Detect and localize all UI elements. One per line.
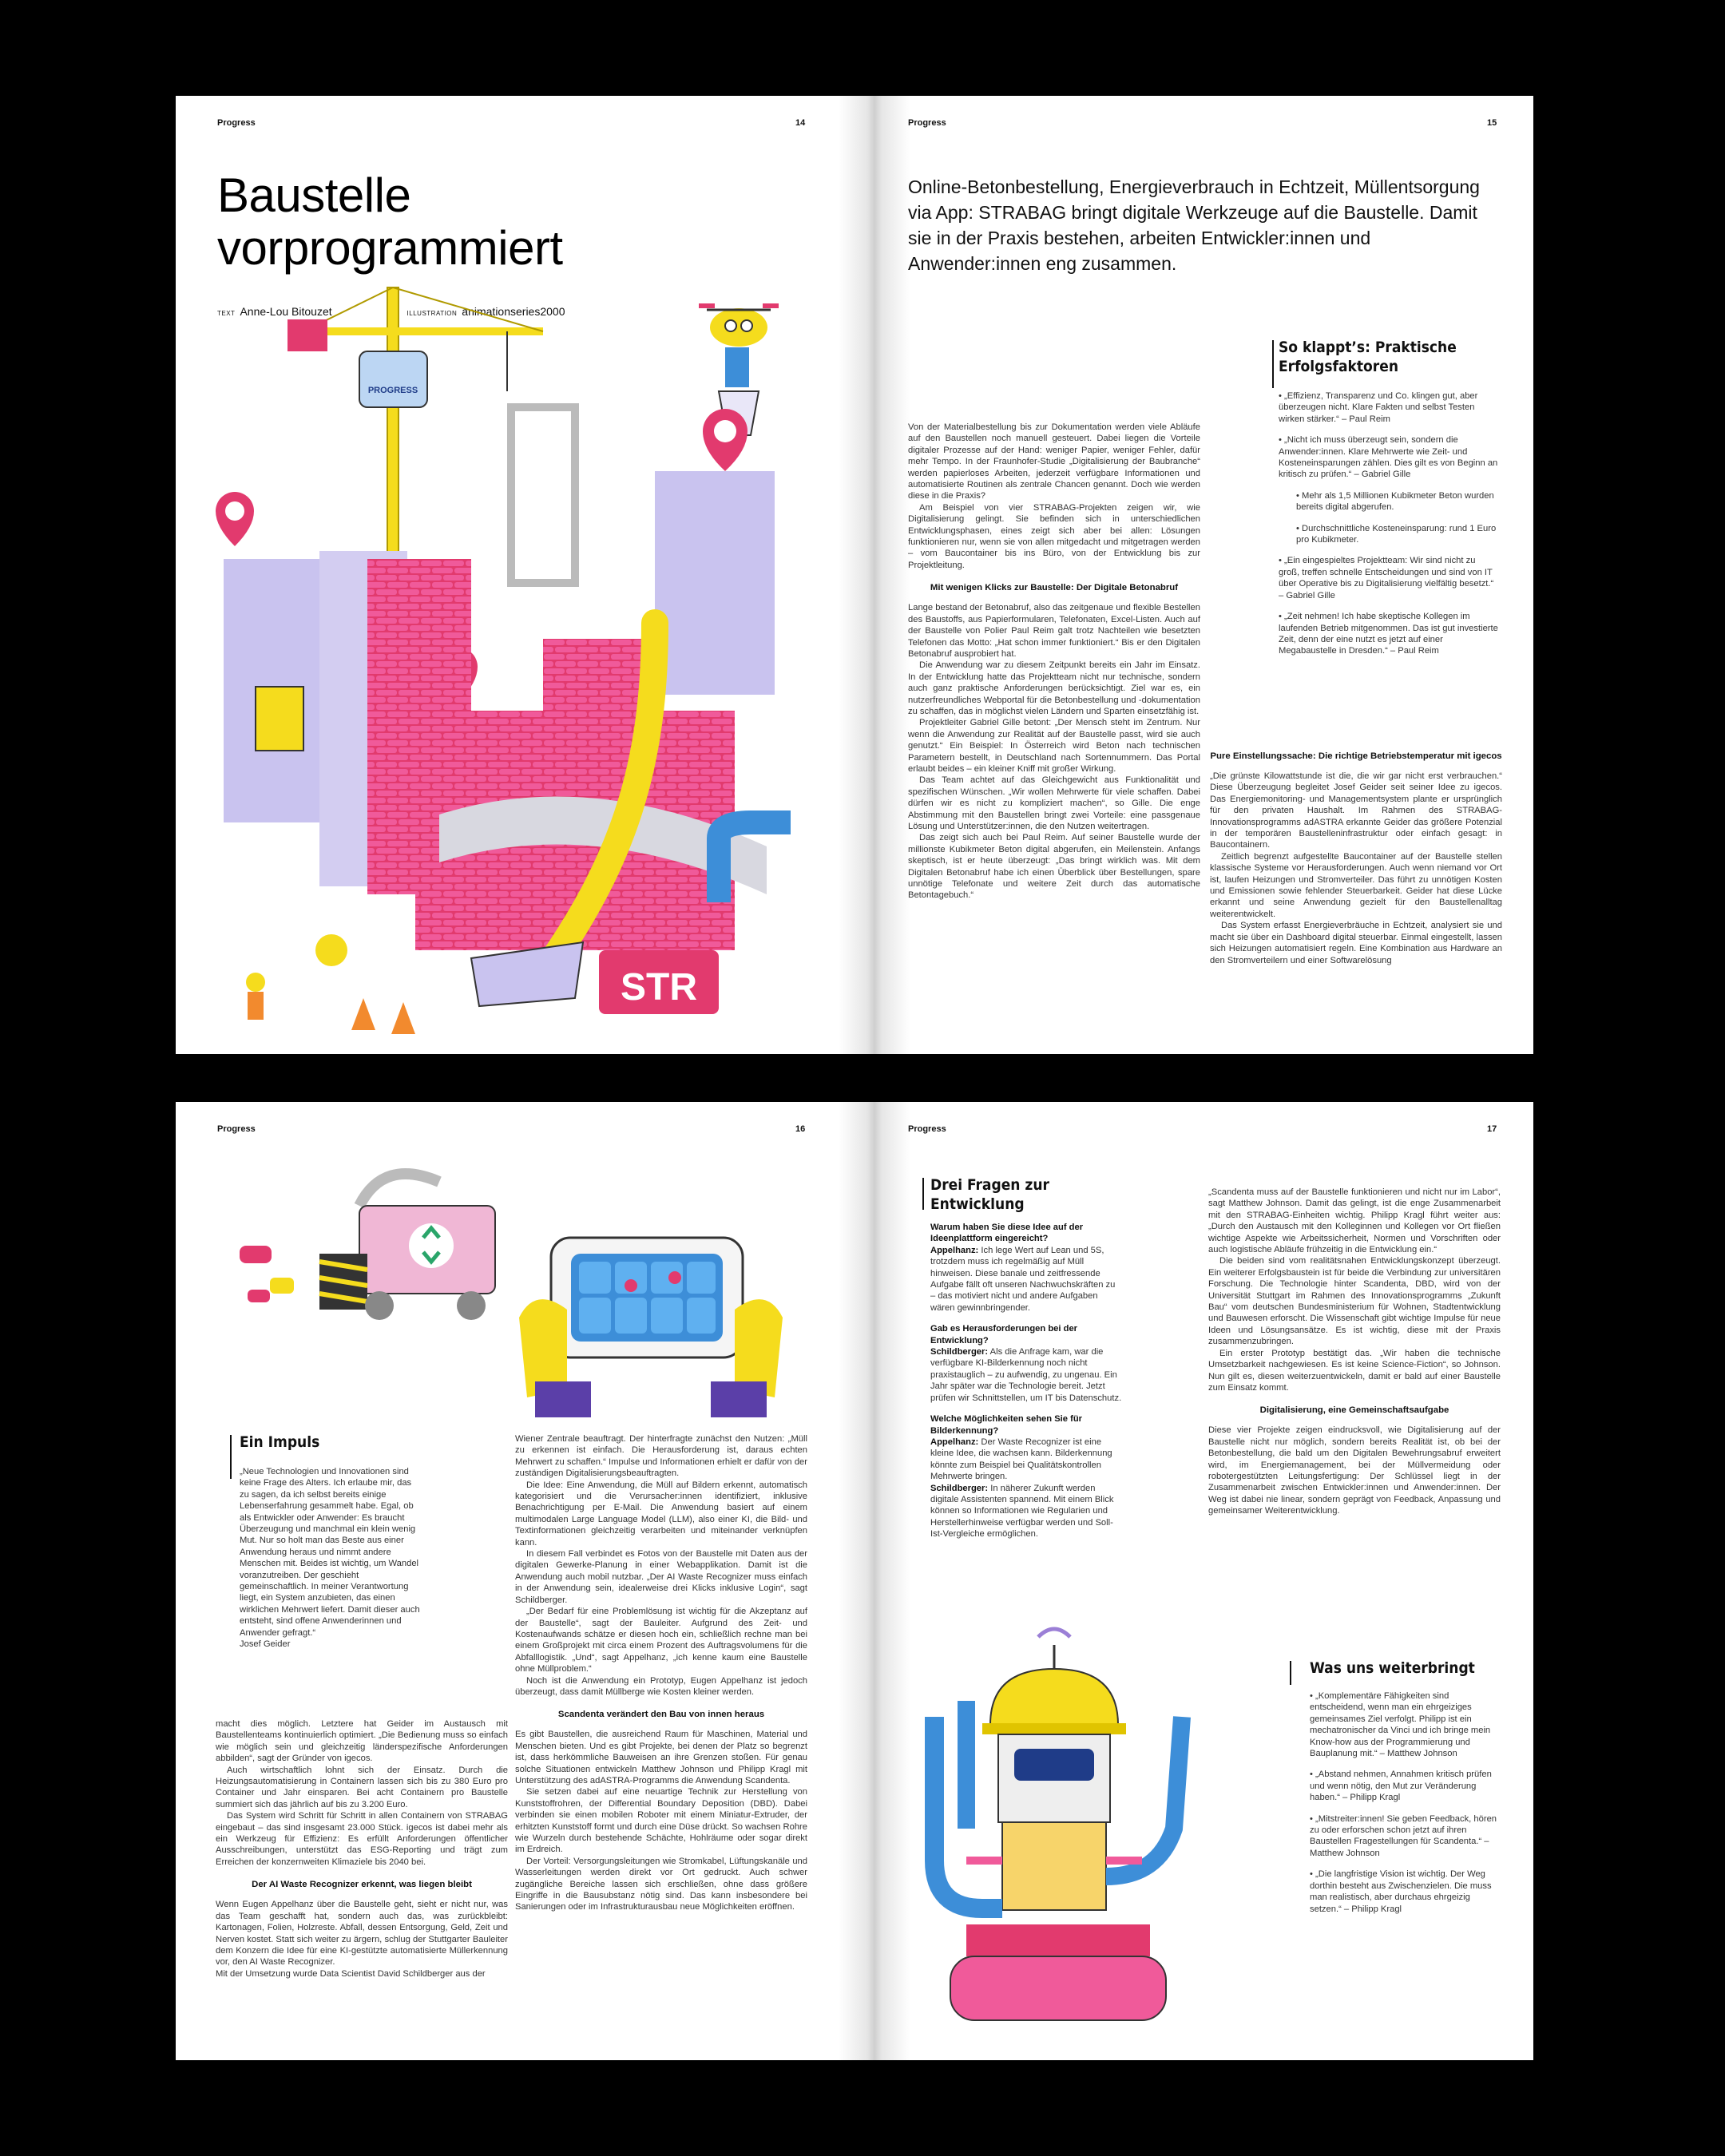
- pipe-printing-robot-illustration: [918, 1621, 1222, 2036]
- running-header-section: Progress: [908, 1124, 946, 1134]
- page-number: 16: [795, 1124, 806, 1134]
- box-title: Drei Fragen zur Entwicklung: [930, 1176, 1049, 1213]
- body-paragraph: Die beiden sind vom realitätsnahen Entwicklungskonzept überzeugt. Ein weiterer Erfolgsbaustein ist für beide die Verbindung zur universitären Forschung. Die Technologie hinter Scandenta, DBD, wird von der Universität Stuttgart im Rahmen des Innovationsprogramms „Zukunft Bau“ vom deutschen Bundesministerium für Wohnen, Stadtentwicklung und Bauwesen erforscht. Die Wissenschaft gibt wichtige Impulse für neue Ideen und Lösungsansätze. Es ist wichtig, diese mit der Praxis zusammenzubringen.: [1208, 1256, 1501, 1347]
- helps-item: • „Komplementäre Fähigkeiten sind entscheidend, wenn man ein ehrgeiziges gemeinsames Ziel verfolgt. Philipp ist ein mechatronischer da Vinci und ich bringe mein Know-how aus der Programmierung und Bauplanung mit.“ – Matthew Johnson: [1310, 1691, 1491, 1759]
- worker-icon: [246, 973, 265, 1020]
- box-title: Was uns weiterbringt: [1310, 1659, 1475, 1677]
- section-heading: Mit wenigen Klicks zur Baustelle: Der Digitale Betonabruf: [930, 583, 1179, 593]
- crane-sign-text: PROGRESS: [367, 386, 418, 395]
- right-building: [655, 471, 775, 695]
- text-credit-label: TEXT: [217, 310, 236, 317]
- body-paragraph: Von der Materialbestellung bis zur Dokumentation werden viele Abläufe auf den Baustellen noch manuell gesteuert. Dabei liegen die Vorteile digitaler Prozesse auf der Hand: weniger Papier, weniger Fehler, dafür mehr Tempo. In der Fraunhofer-Studie „Digitalisierung der Baubranche“ werden papierloses Arbeiten, jederzeit verfügbare Informationen und automatisierte Routinen als zentrale Chancen genannt. Doch wie werden diese in die Praxis?: [908, 422, 1200, 501]
- body-paragraph: „Scandenta muss auf der Baustelle funktionieren und nicht nur im Labor“, sagt Matthew Johnson. Damit das gelingt, ist die enge Zusammenarbeit mit den STRABAG-Einheiten wichtig. Philipp Kragl führt weiter aus: „Durch den Austausch mit den Kolleginnen und Kollegen vor Ort fließen wichtige Aspekte wie Arbeitssicherheit, Normen und Vorschriften oder auch logistische Abläufe frühzeitig in die Entwicklung ein.“: [1208, 1187, 1501, 1255]
- author-name: Anne-Lou Bitouzet: [240, 305, 332, 318]
- wifi-icon: [1038, 1629, 1070, 1637]
- body-column-p16-2: [515, 1433, 807, 1913]
- impuls-quote-author: Josef Geider: [240, 1639, 291, 1650]
- recycling-robot-illustration: [240, 1158, 511, 1334]
- strabag-letters: STR: [621, 966, 697, 1009]
- traffic-cone-icon: [391, 1002, 415, 1034]
- three-questions-box: [930, 1175, 1122, 1540]
- body-paragraph: Es gibt Baustellen, die ausreichend Raum für Maschinen, Material und Menschen bieten. Und es gibt Projekte, bei denen der Platz so begrenzt ist, dass herkömmliche Bauweisen an ihre Grenzen stoßen. Für genau solche Situationen entwickeln Matthew Johnson und Philipp Kragl mit Unterstützung des adASTRA-Programms die Anwendung Scandenta.: [515, 1730, 807, 1785]
- page-number: 14: [795, 118, 806, 128]
- section-heading: Der AI Waste Recognizer erkennt, was liegen bleibt: [252, 1880, 472, 1890]
- map-pin-icon: [625, 1279, 637, 1292]
- section-heading: Digitalisierung, eine Gemeinschaftsaufgabe: [1259, 1405, 1449, 1416]
- body-paragraph: Der Vorteil: Versorgungsleitungen wie Stromkabel, Lüftungskanäle und Wasserleitungen werden direkt vor Ort gedruckt. Auch schwer zugängliche Bereiche lassen sich erschließen, ohne dass größere Eingriffe in die Bausubstanz nötig sind. Das kann insbesondere bei Sanierungen oder im Infrastrukturausbau neue Möglichkeiten eröffnen.: [515, 1856, 807, 1912]
- body-paragraph: Sie setzen dabei auf eine neuartige Technik zur Herstellung von Kunststoffrohren, der Differential Boundary Deposition (DBD). Dabei verbinden sie einen mobilen Roboter mit einem Miniatur-Extruder, der erhitzten Kunststoff formt und durch eine Düse drückt. So wachsen Rohre wie Wurzeln durch bestehende Schächte, Hohlräume oder sogar direkt im Erdreich.: [515, 1787, 807, 1855]
- body-paragraph: Am Beispiel von vier STRABAG-Projekten zeigen wir, wie Digitalisierung gelingt. Sie befinden sich in unterschiedlichen Entwicklungsphasen, eines zeigt sich aber bei allen: Lösungen funktionieren nur, wenn sie von allen mitgedacht und mitgetragen werden – vom Baucontainer bis ins Büro, von der Entwicklung bis zur Projektleitung.: [908, 502, 1200, 570]
- body-paragraph: macht dies möglich. Letztere hat Geider im Austausch mit Baustellenteams kontinuierlich optimiert. „Die Bedienung muss so einfach wie möglich sein und gleichzeitig länderspezifische Anforderungen abbilden“, sagt der Gründer von igecos.: [216, 1719, 508, 1764]
- box-accent-line: [230, 1435, 232, 1479]
- body-paragraph: Mit der Umsetzung wurde Data Scientist David Schildberger aus der: [216, 1968, 486, 1979]
- hard-hat-icon: [990, 1669, 1118, 1725]
- body-paragraph: Das System wird Schritt für Schritt in allen Containern von STRABAG eingebaut – das sind insgesamt 23.000 Stück. igecos ist dabei mehr als ein Werkzeug für Effizienz: Es erfüllt Anforderungen öffentlicher Ausschreibungen, unterstützt das ESG-Reporting und trägt zum Erreichen der konzernweiten Klimaziele bis 2040 bei.: [216, 1811, 508, 1867]
- body-paragraph: Das Team achtet auf das Gleichgewicht aus Funktionalität und spezifischen Wünschen. „Wir wollen Mehrwerte für viele schaffen. Dabei dürfen wir es nicht zu kompliziert machen“, so Gille. Die enge Abstimmung mit den Baustellen bringt zwei Vorteile: eine passgenaue Lösung und Unterstützer:innen, die den Nutzen weitertragen.: [908, 775, 1200, 831]
- body-paragraph: „Der Bedarf für eine Problemlösung ist wichtig für die Akzeptanz auf der Baustelle“, sagt der Bauleiter. Aufgrund des Zeit- und Kostenaufwands schätze er diesen hoch ein, schließlich rechne man bei einem Großprojekt mit circa einem Prozent des Auftragsvolumens für die Abfalllogistik. „Und“, sagt Appelhanz, „ich kenne kaum eine Baustelle ohne Müllproblem.“: [515, 1607, 807, 1674]
- impuls-box: [240, 1433, 423, 1651]
- box-title: Ein Impuls: [240, 1433, 320, 1451]
- body-paragraph: Zeitlich begrenzt aufgestellte Baucontainer auf der Baustelle stellen klassische Systeme vor Herausforderungen. Auch wenn niemand vor Ort ist, laufen Heizungen und Stromverteiler. Das führt zu unnötigen Kosten und Emissionen sowie fehlender Steuerbarkeit. Geider hat diese Lücke erkannt und seine Anwendung gezielt für den Baustellenalltag weiterentwickelt.: [1210, 851, 1502, 919]
- traffic-cone-icon: [351, 998, 375, 1030]
- section-heading: Pure Einstellungssache: Die richtige Betriebstemperatur mit igecos: [1210, 751, 1502, 761]
- success-factor-item: • „Effizienz, Transparenz und Co. klingen gut, aber überzeugen nicht. Klare Fakten und selbst Testen wirken stärker.“ – Paul Reim: [1279, 391, 1478, 424]
- tablet-controller-illustration: [519, 1206, 783, 1429]
- body-column-p15-2: [1210, 751, 1502, 966]
- body-paragraph: Diese vier Projekte zeigen eindrucksvoll, wie Digitalisierung auf der Baustelle nicht nur möglich, sondern bereits Realität ist, ob bei der Betonbestellung, die bald um den Digitalen Bewehrungsabruf erweitert wird, im Energiemanagement, bei der Müllvermeidung oder robotergestützten Leitungsfertigung: Der Schlüssel liegt in der Zusammenarbeit zwischen Entwickler:innen und Anwender:innen. Der Weg ist dabei nie linear, sondern geprägt von Feedback, Anpassung und gemeinsamer Weiterentwicklung.: [1208, 1425, 1501, 1516]
- body-paragraph: Wenn Eugen Appelhanz über die Baustelle geht, sieht er nicht nur, was das Team geschafft hat, sondern auch das, was zurückbleibt: Kartonagen, Folien, Holzreste. Abfall, dessen Entsorgung, Geld, Zeit und Nerven kostet. Statt sich weiter zu ärgern, schlug der Stuttgarter Bauleiter dem Konzern die Idee für eine KI-gestützte automatisierte Müllerkennung vor, den AI Waste Recognizer.: [216, 1900, 508, 1968]
- article-lead: Online-Betonbestellung, Energieverbrauch in Echtzeit, Müllentsorgung via App: STRABAG bringt digitale Werkzeuge auf die Baustelle. Damit sie in der Praxis bestehen, arbeiten Entwickler:innen und Anwender:innen eng zusammen.: [908, 176, 1480, 274]
- body-paragraph: Die Anwendung war zu diesem Zeitpunkt bereits ein Jahr im Einsatz. In der Entwicklung hatte das Projektteam nicht nur technische, sondern auch ganz praktische Anforderungen berücksichtigt. Ziel war es, ein nutzerfreundliches Webportal für die Betonbestellung und -dokumentation zu schaffen, das in möglichst vielen Ländern und Sparten einsetzfähig ist.: [908, 660, 1200, 716]
- body-paragraph: Ein erster Prototyp bestätigt das. „Wir haben die technische Umsetzbarkeit nachgewiesen. Es ist keine Science-Fiction“, so Johnson. Nun gilt es, diesen weiterzuentwickeln, damit er bald auf einer Baustelle zum Einsatz kommt.: [1208, 1348, 1501, 1393]
- truck-icon: [471, 942, 583, 1006]
- construction-site-illustration: [208, 208, 831, 1046]
- body-paragraph: Die Idee: Eine Anwendung, die Müll auf Bildern erkennt, automatisch kategorisiert und die Verursacher:innen identifiziert, inklusive Benachrichtigung per E-Mail. Die Anwendung basiert auf einem multimodalen Large Language Model (LLM), also einer KI, die Bild- und Textinformationen gleichzeitig verarbeiten und miteinander verknüpfen kann.: [515, 1480, 807, 1548]
- body-paragraph: Noch ist die Anwendung ein Prototyp, Eugen Appelhanz ist jedoch überzeugt, dass damit Müllberge wie Kosten kleiner werden.: [515, 1675, 807, 1697]
- question: Gab es Herausforderungen bei der Entwicklung?: [930, 1324, 1078, 1346]
- answer: Appelhanz: Ich lege Wert auf Lean und 5S, trotzdem muss ich regelmäßig auf Müll hinweisen. Diese banale und zeitfressende Aufgabe fällt oft unseren Nachwuchskräften zu – das motiviert nicht und andere Aufgaben wären gewinnbringender.: [930, 1245, 1116, 1313]
- box-accent-line: [1272, 340, 1274, 388]
- spread-pages-14-15: [176, 96, 1533, 1054]
- section-heading: Scandenta verändert den Bau von innen heraus: [557, 1710, 765, 1720]
- helps-item: • „Mitstreiter:innen! Sie geben Feedback, hören zu oder erforschen schon jetzt auf ihren Baustellen Fragestellungen für Scandenta.“ – Matthew Johnson: [1310, 1813, 1497, 1858]
- location-pin-icon: [216, 492, 254, 546]
- success-factor-item: • Durchschnittliche Kosteneinsparung: rund 1 Euro pro Kubikmeter.: [1296, 523, 1497, 545]
- answer: Schildberger: In näherer Zukunft werden digitale Assistenten spannend. Mit einem Blick können so Informationen wie Regularien und Herstellerhinweise verfügbar werden und Soll-Ist-Vergleiche ermöglichen.: [930, 1483, 1114, 1540]
- page-number: 17: [1487, 1124, 1497, 1134]
- success-factor-item: • „Zeit nehmen! Ich habe skeptische Kollegen im laufenden Betrieb mitgenommen. Das ist gut investierte Zeit, denn der eine nutzt es jetzt auf einer Megabaustelle in Dresden.“ – Paul Reim: [1279, 612, 1498, 656]
- body-paragraph: Das System erfasst Energieverbräuche in Echtzeit, analysiert sie und macht sie über ein Dashboard digital steuerbar. Einmal eingestellt, lassen sich Heizungen automatisiert regeln. Eine Kombination aus Hardware an den Stromverteilern und einer Softwarelösung: [1210, 921, 1502, 965]
- body-paragraph: Das zeigt sich auch bei Paul Reim. Auf seiner Baustelle wurde der millionste Kubikmeter Beton digital abgerufen, ein Meilenstein. Anfangs skeptisch, ist er heute überzeugt: „Das bringt wirklich was. Mit dem Digitalen Betonabruf habe ich einen Überblick über Bestellungen, spare unnötige Telefonate und weitere Zeit durch das automatische Betontagebuch.“: [908, 833, 1200, 901]
- running-header-section: Progress: [217, 1124, 256, 1134]
- spread-gutter: [839, 96, 910, 1054]
- success-factor-item: • „Ein eingespieltes Projektteam: Wir sind nicht zu groß, treffen schnelle Entscheidungen und sind von IT über Operative bis zu Digitalisierung vielfältig besetzt.“ – Gabriel Gille: [1279, 556, 1494, 600]
- qa-list: [930, 1222, 1122, 1540]
- body-paragraph: Wiener Zentrale beauftragt. Der hinterfragte zunächst den Nutzen: „Müll zu erkennen ist einfach. Die Herausforderung ist, daraus echten Mehrwert zu schaffen.“ Impulse und Informationen erhielt er dafür von der zuständigen Digitalisierungsbeauftragten.: [515, 1434, 807, 1479]
- box-accent-line: [922, 1178, 924, 1210]
- map-pin-icon: [668, 1271, 681, 1284]
- success-factor-item: • Mehr als 1,5 Millionen Kubikmeter Beton wurden bereits digital abgerufen.: [1296, 490, 1494, 513]
- helps-item: • „Abstand nehmen, Annahmen kritisch prüfen und wenn nötig, den Mut zur Veränderung haben.“ – Philipp Kragl: [1310, 1770, 1492, 1803]
- success-factor-item: • „Nicht ich muss überzeugt sein, sondern die Anwender:innen. Klare Mehrwerte wie Zeit- und Kosteneinsparungen zählen. Dies gilt es von Beginn an kritisch zu prüfen.“ – Gabriel Gille: [1279, 435, 1498, 480]
- body-paragraph: Auch wirtschaftlich lohnt sich der Einsatz. Durch die Heizungsautomatisierung in Containern lassen sich bis zu 380 Euro pro Container und Jahr einsparen. Bei acht Containern pro Baustelle summiert sich das jährlich auf bis zu 3.200 Euro.: [216, 1765, 508, 1809]
- question: Welche Möglichkeiten sehen Sie für Bilderkennung?: [930, 1414, 1083, 1436]
- success-factors-box: [1279, 338, 1498, 667]
- box-title-line-2: Erfolgsfaktoren: [1279, 358, 1399, 375]
- impuls-quote-text: „Neue Technologien und Innovationen sind keine Frage des Alters. Ich erlaube mir, das zu sagen, da ich selbst bereits einige Lebenserfahrung gesammelt habe. Egal, ob als Entwickler oder Anwender: Es braucht Überzeugung und manchmal ein klein wenig Mut. Nur so holt man das Beste aus einer Anwendung heraus und nimmt andere Menschen mit. Beides ist wichtig, um Wandel voranzutreiben. Der geschieht gemeinschaftlich. In meiner Verantwortung liegt, ein System anzubieten, das einen wirklichen Mehrwert liefert. Damit dieser auch entsteht, sind offene Anwenderinnen und Anwender gefragt.“: [240, 1467, 420, 1638]
- box-title-line-1: So klappt’s: Praktische: [1279, 339, 1457, 356]
- body-paragraph: Projektleiter Gabriel Gille betont: „Der Mensch steht im Zentrum. Nur wenn die Anwendung zur Realität auf der Baustelle passt, wird sie auch genutzt.“ Ein Beispiel: In Österreich wird Beton nach technischen Parametern bestellt, in Deutschland nach Sortennummern. Das Portal erlaubt beides – ein kleiner Kniff mit großer Wirkung.: [908, 718, 1200, 774]
- box-accent-line: [1290, 1661, 1291, 1685]
- box-title: [1279, 338, 1498, 376]
- lightbulb-pin-icon: [315, 934, 347, 966]
- illustrator-name: animationseries2000: [462, 305, 565, 318]
- answer: Schildberger: Als die Anfrage kam, war die verfügbare KI-Bilderkennung noch nicht praxistauglich – zu aufwendig, zu ungenau. Ein Jahr später war die Technologie bereit. Jetzt prüfen wir Schnittstellen, um IT bis Datenschutz.: [930, 1347, 1122, 1403]
- spread-gutter: [839, 1102, 910, 2060]
- body-column-p16-1: [216, 1718, 508, 1980]
- answer: Appelhanz: Der Waste Recognizer ist eine kleine Idee, die wachsen kann. Bilderkennung könnte zum Beispiel bei Qualitätskontrollen Mehrwerte bringen.: [930, 1437, 1112, 1482]
- article-title-line-2: vorprogrammiert: [217, 221, 563, 275]
- article-title-line-1: Baustelle: [217, 168, 411, 222]
- body-column-p15-1: [908, 422, 1200, 902]
- running-header-section: Progress: [217, 118, 256, 128]
- running-header-section: Progress: [908, 118, 946, 128]
- scaffold-frame: [511, 407, 575, 583]
- robot-tracks-icon: [950, 1956, 1166, 2020]
- location-pin-icon: [703, 409, 748, 471]
- body-column-p17: [1208, 1187, 1501, 1517]
- question: Warum haben Sie diese Idee auf der Ideenplattform eingereicht?: [930, 1223, 1084, 1244]
- spread-pages-16-17: [176, 1102, 1533, 2060]
- body-paragraph: „Die grünste Kilowattstunde ist die, die wir gar nicht erst verbrauchen.“ Diese Überzeugung begleitet Josef Geider seit seiner Idee zu igecos. Das Energiemonitoring- und Managementsystem plante er ursprünglich für den privaten Haushalt. Im Rahmen des STRABAG-Innovationsprogramms adASTRA erkannte Geider das größere Potenzial in der temporären Baustelleninfrastruktur oder einfach gesagt: in Baucontainern.: [1210, 771, 1502, 850]
- helps-item: • „Die langfristige Vision ist wichtig. Der Weg dorthin besteht aus Zwischenzielen. Die muss man realistisch, aber durchaus ehrgeizig setzen.“ – Philipp Kragl: [1310, 1869, 1492, 1914]
- body-paragraph: In diesem Fall verbindet es Fotos von der Baustelle mit Daten aus der digitalen Gewerke-Planung in einer Webapplikation. Damit ist die Anwendung auch mobil nutzbar. „Der AI Waste Recognizer muss einfach in der Anwendung sein, idealerweise drei Klicks inklusive Login“, sagt Schildberger.: [515, 1549, 807, 1605]
- illustration-credit-label: ILLUSTRATION: [406, 310, 458, 317]
- body-paragraph: Lange bestand der Betonabruf, also das zeitgenaue und flexible Bestellen des Baustoffs, aus Papierformularen, Telefonaten, Excel-Listen. Auch auf der Baustelle von Polier Paul Reim galt trotz Nachteilen wie besetzten Telefonen das Motto: „Hat schon immer funktioniert.“ Bis er den Digitalen Betonabruf ausprobiert hat.: [908, 603, 1200, 659]
- what-helps-box: [1310, 1659, 1501, 1924]
- impuls-quote: [240, 1466, 423, 1651]
- page-number: 15: [1487, 118, 1497, 128]
